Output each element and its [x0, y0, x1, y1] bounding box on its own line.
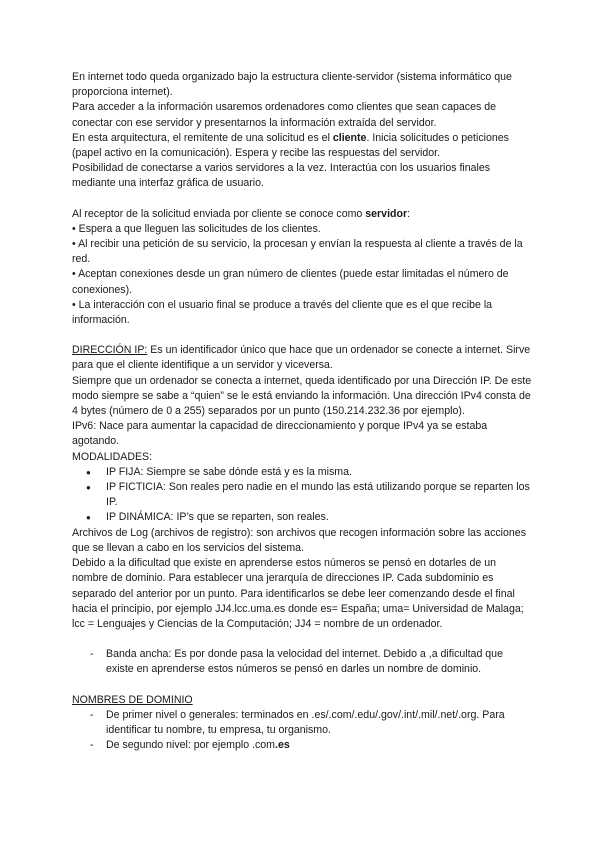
ip-paragraph-1 — [72, 343, 532, 373]
intro-paragraph-2: Para acceder a la información usaremos ordenadores como clientes que sean capaces de conectar con ese servidor y presentarnos la información extraída del servidor. — [72, 101, 496, 129]
ip-paragraph-2: Siempre que un ordenador se conecta a internet, queda identificado por una Dirección IP. De este modo siempre se sabe a “quien” se le está enviando la información. Una dirección IPv4 consta de 4 bytes (número de 0 a 255) separados por un punto (150.214.232.36 por ejemplo). — [72, 374, 532, 418]
logs-paragraph: Archivos de Log (archivos de registro): son archivos que recogen información sobre las acciones que se llevan a cabo en los servicios del sistema. — [72, 526, 526, 554]
text-run: Es un identificador único que hace que un ordenador se conecte a internet. Sirve para que el cliente identifique a un servidor y viceversa. — [72, 344, 531, 372]
blank-line — [72, 678, 532, 693]
modalities-title: MODALIDADES: — [72, 450, 153, 463]
domains-list — [72, 708, 532, 754]
ip-paragraph-3: IPv6: Nace para aumentar la capacidad de direccionamiento y porque IPv4 ya se estaba agotando. — [72, 420, 488, 448]
intro-paragraph-3 — [72, 131, 532, 161]
text-run: . Inicia solicitudes o peticiones (papel activo en la comunicación). Espera y recibe las respuestas del servidor. — [72, 131, 509, 160]
server-bullet: • Espera a que lleguen las solicitudes de los clientes. — [72, 222, 321, 235]
blank-line — [72, 328, 532, 343]
domain-level-item — [72, 738, 532, 753]
bold-term-cliente: cliente — [332, 131, 367, 144]
server-bullet: • Al recibir una petición de su servicio, la procesan y envían la respuesta al cliente a través de la red. — [72, 238, 523, 266]
server-bullet: • Aceptan conexiones desde un gran número de clientes (puede estar limitadas el número de conexiones). — [72, 268, 509, 296]
domains-heading: NOMBRES DE DOMINIO — [72, 693, 193, 706]
broadband-item: - Banda ancha: Es por donde pasa la velocidad del internet. Debido a ,a dificultad que existe en aprenderse estos números se pensó en darles un nombre de dominio. — [72, 647, 532, 677]
text-run: De segundo nivel: por ejemplo .com — [106, 739, 276, 752]
bold-term-servidor: servidor — [365, 207, 408, 220]
modality-item: ● IP FIJA: Siempre se sabe dónde está y es la misma. — [72, 465, 532, 480]
server-intro — [72, 207, 532, 222]
modality-item: ● IP FICTICIA: Son reales pero nadie en el mundo las está utilizando porque se reparten los IP. — [72, 480, 532, 510]
blank-line — [72, 192, 532, 207]
server-bullet: • La interacción con el usuario final se produce a través del cliente que es el que recibe la información. — [72, 298, 493, 327]
intro-paragraph-1: En internet todo queda organizado bajo la estructura cliente-servidor (sistema informático que proporciona internet). — [72, 71, 512, 99]
blank-line — [72, 632, 532, 647]
ip-heading: DIRECCIÓN IP: — [72, 344, 148, 357]
domain-paragraph: Debido a la dificultad que existe en aprenderse estos números se pensó en dotarles de un nombre de dominio. Para establecer una jerarquía de direcciones IP. Cada subdominio es separado del anterior por un punto. Para identificarlos se debe leer comenzando desde el final hacia el principio, por ejemplo JJ4.lcc.uma.es donde es= España; uma= Universidad de Malaga; lcc = Lenguajes y Ciencias de la Computación; JJ4 = nombre de un ordenador. — [72, 557, 524, 630]
text-run: Al receptor de la solicitud enviada por cliente se conoce como — [72, 207, 366, 220]
modality-item: ● IP DINÁMICA: IP’s que se reparten, son reales. — [72, 510, 532, 525]
bold-suffix: .es — [275, 739, 290, 752]
broadband-list — [72, 647, 532, 677]
modalities-list — [72, 465, 532, 526]
intro-paragraph-4: Posibilidad de conectarse a varios servidores a la vez. Interactúa con los usuarios finales mediante una interfaz gráfica de usuario. — [72, 162, 491, 190]
text-run: En esta arquitectura, el remitente de una solicitud es el — [72, 131, 333, 144]
document-page — [72, 70, 532, 753]
domain-level-item: - De primer nivel o generales: terminados en .es/.com/.edu/.gov/.int/.mil/.net/.org. Para identificar tu nombre, tu empresa, tu organismo. — [72, 708, 532, 738]
text-run: : — [407, 207, 411, 220]
